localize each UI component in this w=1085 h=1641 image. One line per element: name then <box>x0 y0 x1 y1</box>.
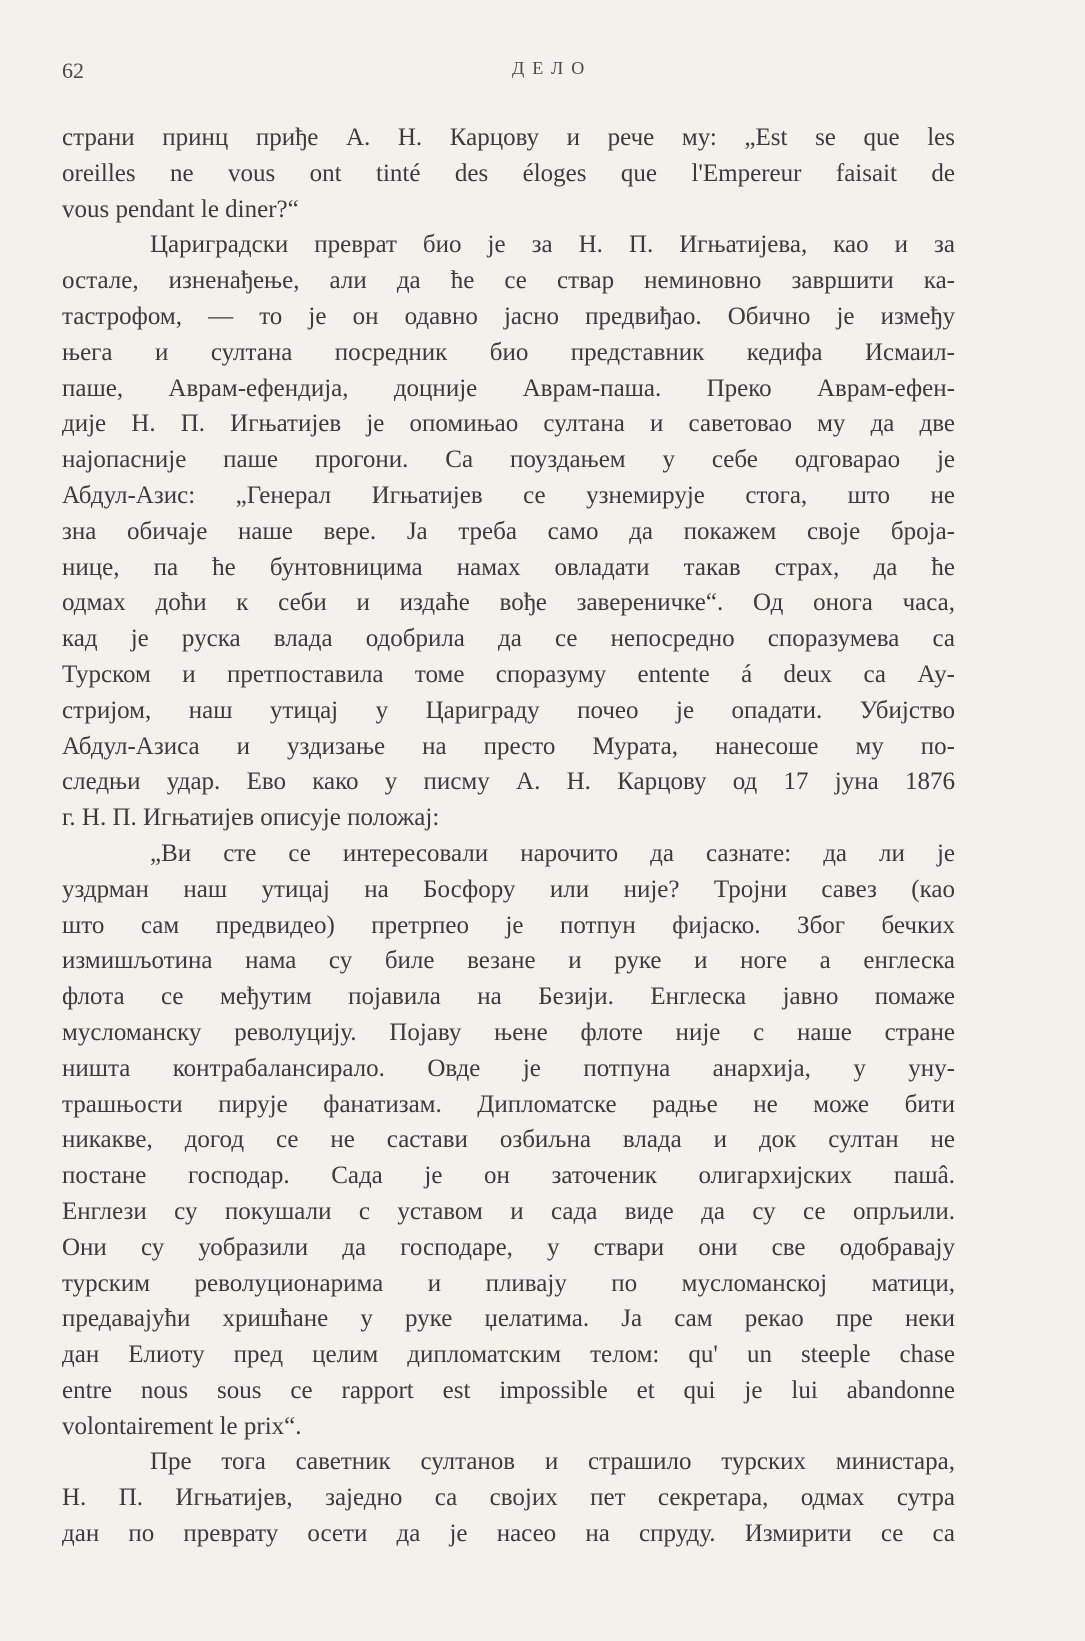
text-line: следњи удар. Ево како у писму А. Н. Карцову од 17 јуна 1876 <box>62 768 955 796</box>
text-line: дије Н. П. Игњатијев је опомињао султана и саветовао му да две <box>62 410 955 438</box>
text-line: измишљотина нама су биле везане и руке и ноге а енглеска <box>62 947 955 975</box>
text-line: „Ви сте се интересовали нарочито да сазнате: да ли је <box>150 839 955 867</box>
text-line: њега и султана посредник био представник кедифа Исмаил- <box>62 338 955 366</box>
text-line: што сам предвидео) претрпео је потпун фијаско. Због бечких <box>62 911 955 939</box>
text-line: паше, Аврам-ефендија, доцније Аврам-паша. Преко Аврам-ефен- <box>62 374 955 402</box>
text-line: тастрофом, — то је он одавно јасно предвиђао. Обично је између <box>62 302 955 330</box>
text-line: трашњости пирује фанатизам. Дипломатске радње не може бити <box>62 1090 955 1118</box>
text-line: остале, изненађење, али да ће се ствар неминовно завршити ка- <box>62 267 955 295</box>
text-line: уздрман наш утицај на Босфору или није? Тројни савез (као <box>62 875 955 903</box>
text-line: entre nous sous ce rapport est impossible et qui je lui abandonne <box>62 1376 955 1404</box>
page-header <box>62 58 942 88</box>
text-line: дан по преврату осети да је насео на спруду. Измирити се са <box>62 1520 955 1548</box>
text-line: volontairement le prix“. <box>62 1412 302 1440</box>
text-line: г. Н. П. Игњатијев описује положај: <box>62 804 440 832</box>
body-text <box>62 120 955 1552</box>
text-line: Они су уобразили да господаре, у ствари они све одобравају <box>62 1233 955 1261</box>
text-line: страни принц приђе А. Н. Карцову и рече му: „Est se que les <box>62 124 955 151</box>
text-line: ништа контрабалансирало. Овде је потпуна анархија, у уну- <box>62 1054 955 1082</box>
running-title: ДЕЛО <box>512 58 593 78</box>
text-line: дан Елиоту пред целим дипломатским телом: qu' un steeple chase <box>62 1341 955 1369</box>
text-line: oreilles ne vous ont tinté des éloges que l'Empereur faisait de <box>62 159 955 187</box>
text-line: Н. П. Игњатијев, заједно са својих пет секретара, одмах сутра <box>62 1484 955 1512</box>
text-line: зна обичаје наше вере. Ја треба само да покажем своје броја- <box>62 517 955 545</box>
text-line: предавајући хришћане у руке џелатима. Ја сам рекао пре неки <box>62 1305 955 1333</box>
text-line: Абдул-Азиса и уздизање на престо Мурата, нанесоше му по- <box>62 732 955 760</box>
text-line: Абдул-Азис: „Генерал Игњатијев се узнемирује стога, што не <box>62 481 955 509</box>
text-line: кад је руска влада одобрила да се непосредно споразумева са <box>62 625 955 653</box>
text-line: постане господар. Сада је он заточеник олигархијских пашâ. <box>62 1162 955 1190</box>
text-line: стријом, наш утицај у Цариграду почео је опадати. Убијство <box>62 696 955 724</box>
text-line: vous pendant le diner?“ <box>62 195 299 223</box>
text-line: Турском и претпоставила томе споразуму entente á deux са Ау- <box>62 660 955 688</box>
text-line: никакве, догод се не састави озбиљна влада и док султан не <box>62 1126 955 1154</box>
text-line: одмах доћи к себи и издаће вође завереничке“. Од онога часа, <box>62 589 955 617</box>
text-line: Пре тога саветник султанов и страшило турских министара, <box>150 1448 955 1476</box>
text-line: најопасније паше прогони. Са поуздањем у себе одговарао је <box>62 446 955 474</box>
page-number: 62 <box>62 58 84 83</box>
text-line: мусломанску револуцију. Појаву њене флоте није с наше стране <box>62 1018 955 1046</box>
text-line: нице, па ће бунтовницима намах овладати такав страх, да ће <box>62 553 955 581</box>
text-line: флота се међутим појавила на Безији. Енглеска јавно помаже <box>62 983 955 1011</box>
text-line: Цариградски преврат био је за Н. П. Игњатијева, као и за <box>150 231 955 259</box>
text-line: Енглези су покушали с уставом и сада виде да су се опрљили. <box>62 1197 955 1225</box>
text-line: турским револуционарима и пливају по мусломанској матици, <box>62 1269 955 1297</box>
